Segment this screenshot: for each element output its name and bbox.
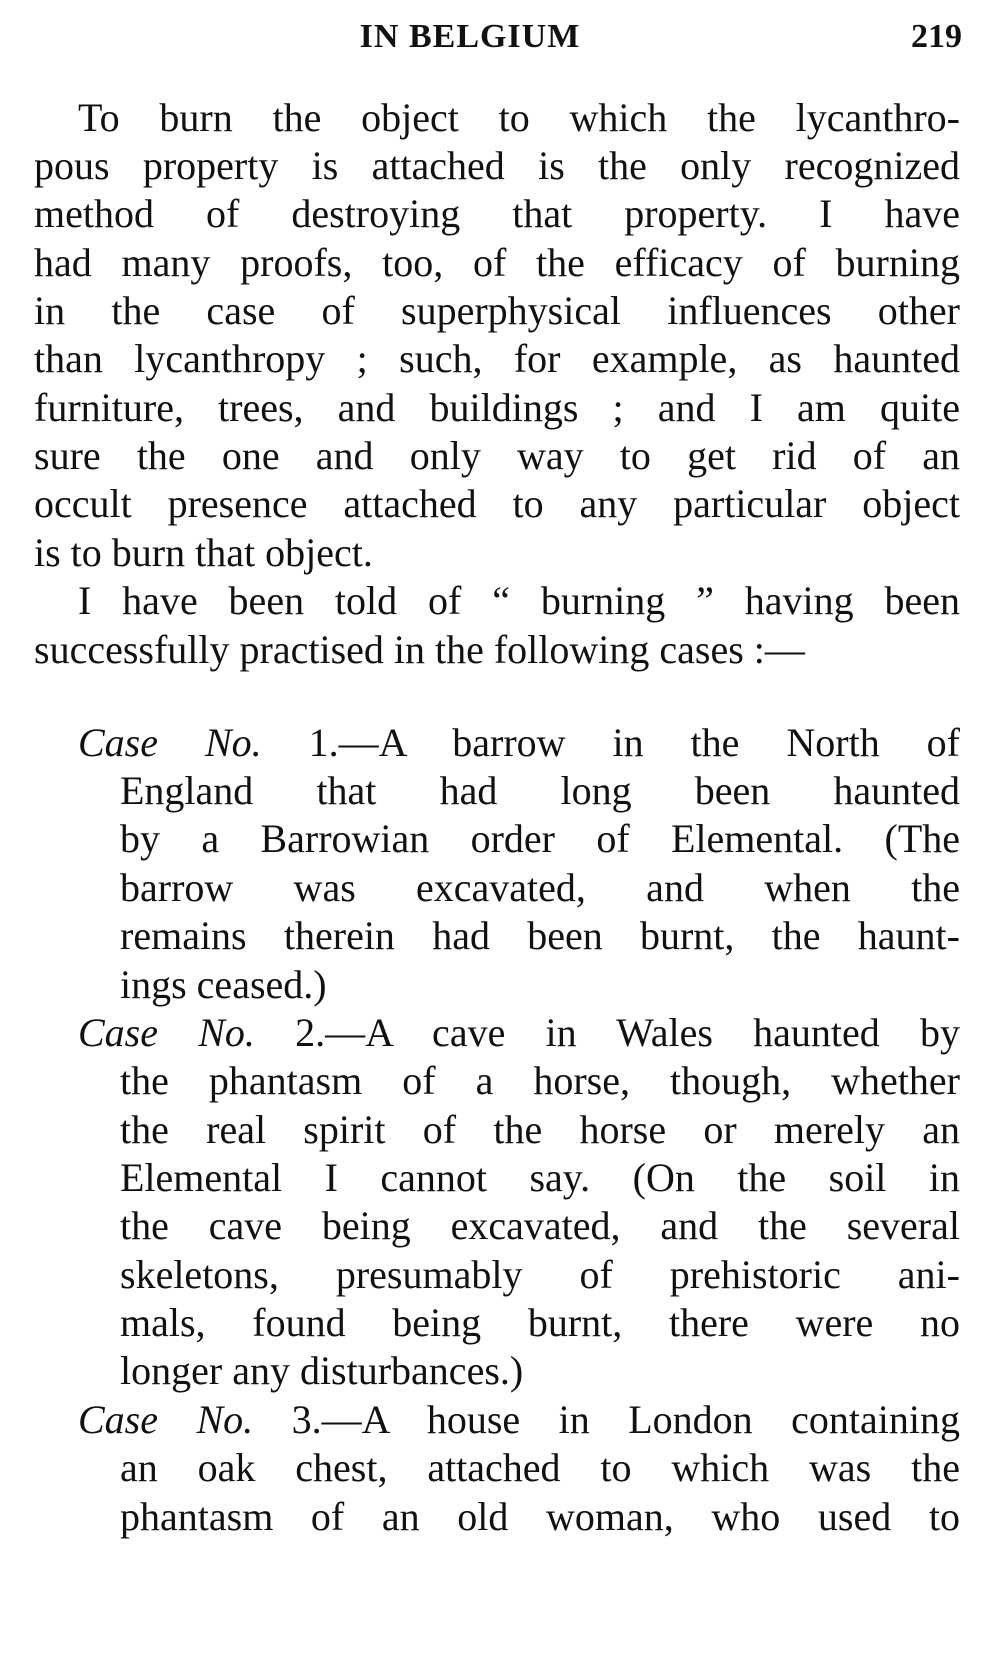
case-3-label: Case No.	[78, 1397, 254, 1442]
case-3-line: phantasm of an old woman, who used to	[120, 1494, 960, 1539]
case-2-line: Elemental I cannot say. (On the soil in	[120, 1155, 960, 1200]
paragraph-line: than lycanthropy ; such, for example, as haunted	[34, 336, 960, 381]
case-2-line: mals, found being burnt, there were no	[120, 1300, 960, 1345]
running-title: IN BELGIUM	[359, 18, 581, 55]
case-2-line: the phantasm of a horse, though, whether	[120, 1058, 960, 1103]
page-number: 219	[911, 18, 962, 55]
case-1-line: England that had long been haunted	[120, 768, 960, 813]
paragraph-line: successfully practised in the following cases :—	[34, 627, 805, 672]
paragraph-line: occult presence attached to any particular object	[34, 481, 960, 526]
running-head	[0, 16, 1000, 66]
case-3-text: 3.—A house in London containing	[253, 1397, 960, 1442]
case-1-line: ings ceased.)	[120, 962, 327, 1007]
paragraph-line: furniture, trees, and buildings ; and I am quite	[34, 385, 960, 430]
paragraph-line: I have been told of “ burning ” having been	[78, 578, 960, 623]
case-2-line: the cave being excavated, and the several	[120, 1203, 960, 1248]
case-1-text: 1.—A barrow in the North of	[261, 720, 960, 765]
paragraph-line: method of destroying that property. I have	[34, 191, 960, 236]
case-2-line: longer any disturbances.)	[120, 1348, 524, 1393]
paragraph-line: had many proofs, too, of the efficacy of burning	[34, 240, 960, 285]
case-2-label: Case No.	[78, 1010, 255, 1055]
case-2-text: 2.—A cave in Wales haunted by	[254, 1010, 960, 1055]
case-2-first-line	[78, 1009, 960, 1057]
case-1-line: by a Barrowian order of Elemental. (The	[120, 816, 960, 861]
case-3-first-line	[78, 1396, 960, 1444]
case-1-line: remains therein had been burnt, the haunt-	[120, 913, 960, 958]
case-2-line: the real spirit of the horse or merely an	[120, 1107, 960, 1152]
case-1-first-line	[78, 719, 960, 767]
paragraph-line: To burn the object to which the lycanthro-	[78, 95, 960, 140]
paragraph-line: sure the one and only way to get rid of an	[34, 433, 960, 478]
paragraph-line: is to burn that object.	[34, 530, 373, 575]
case-1-label: Case No.	[78, 720, 262, 765]
paragraph-line: pous property is attached is the only recognized	[34, 143, 960, 188]
case-1-line: barrow was excavated, and when the	[120, 865, 960, 910]
case-2-line: skeletons, presumably of prehistoric ani-	[120, 1252, 960, 1297]
paragraph-line: in the case of superphysical influences other	[34, 288, 960, 333]
case-3-line: an oak chest, attached to which was the	[120, 1445, 960, 1490]
